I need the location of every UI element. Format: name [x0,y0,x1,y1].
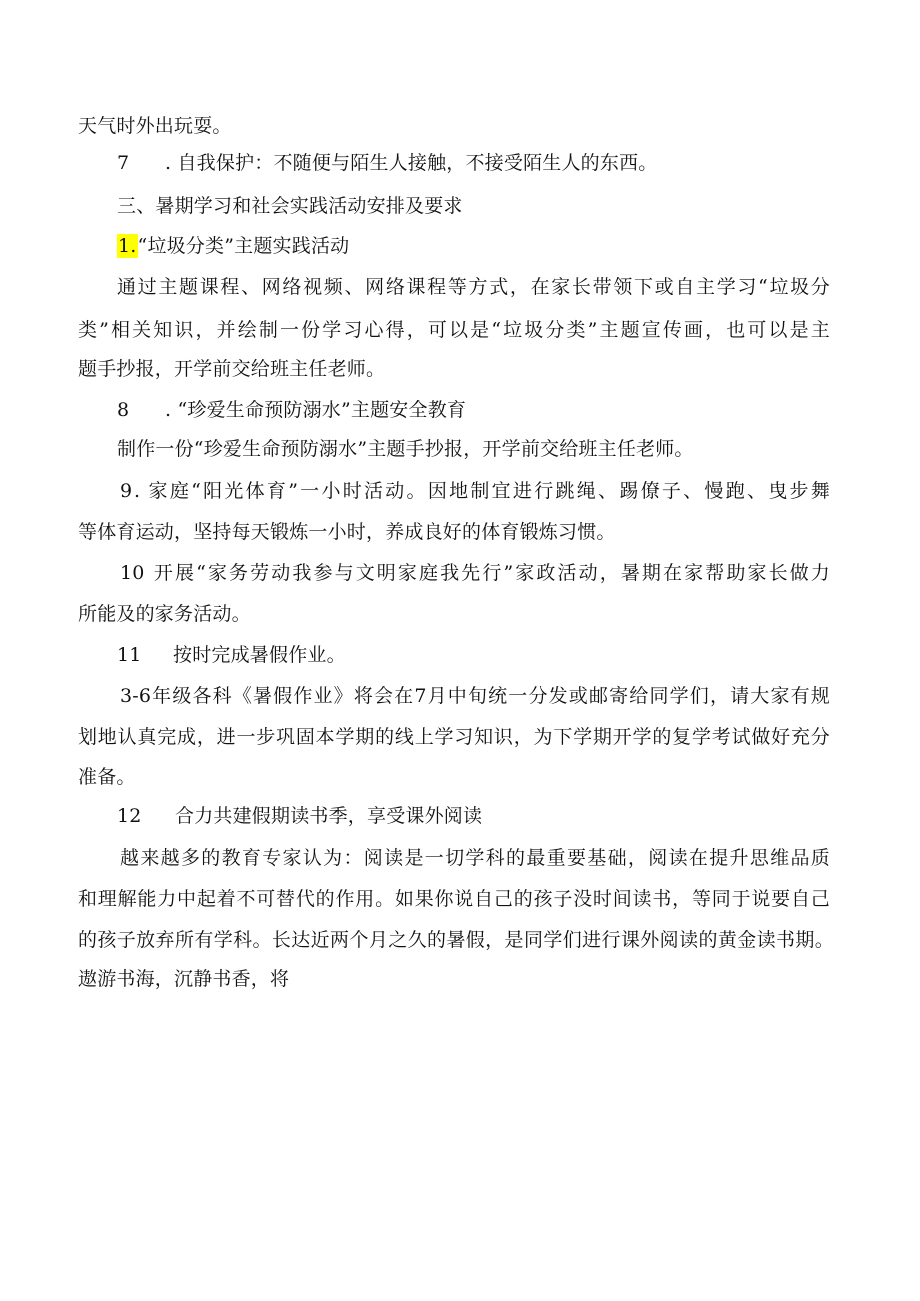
list-item-7 [117,151,657,175]
paragraph-line: 的孩子放弃所有学科。长达近两个月之久的暑假，是同学们进行课外阅读的黄金读书期。 [78,929,834,951]
paragraph-line: 制作一份“珍爱生命预防溺水”主题手抄报，开学前交给班主任老师。 [117,438,694,460]
paragraph-line: 题手抄报，开学前交给班主任老师。 [78,358,386,380]
list-item-11 [117,643,346,667]
paragraph-line: 准备。 [78,766,136,788]
list-item-9 [120,479,830,503]
list-item-text: . “珍爱生命预防溺水”主题安全教育 [165,399,467,421]
list-number: 11 [117,644,142,666]
list-item-10 [120,561,830,585]
list-item-text: 按时完成暑假作业。 [173,644,346,666]
paragraph-line: 所能及的家务活动。 [78,603,251,625]
paragraph-line: 划地认真完成，进一步巩固本学期的线上学习知识，为下学期开学的复学考试做好充分 [78,726,830,748]
paragraph-line: 天气时外出玩耍。 [78,115,232,137]
list-item-12 [117,804,482,828]
list-item-text: . 家庭“阳光体育”一小时活动。因地制宜进行跳绳、踢僚子、慢跑、曳步舞 [134,480,830,502]
paragraph-line: 等体育运动，坚持每天锻炼一小时，养成良好的体育锻炼习惯。 [78,521,616,543]
paragraph-line: 3-6年级各科《暑假作业》将会在7月中旬统一分发或邮寄给同学们，请大家有规 [120,685,830,707]
list-number: 10 [120,562,145,584]
list-number: 9 [120,480,133,502]
list-item-text: 合力共建假期读书季，享受课外阅读 [175,805,483,827]
section-heading: 三、暑期学习和社会实践活动安排及要求 [117,195,463,217]
list-item-text: . 自我保护：不随便与陌生人接触，不接受陌生人的东西。 [165,152,658,174]
paragraph-line: 通过主题课程、网络视频、网络课程等方式，在家长带领下或自主学习“垃圾分 [117,276,830,298]
list-number: 8 [117,399,130,421]
paragraph-line: 类”相关知识，并绘制一份学习心得，可以是“垃圾分类”主题宣传画，也可以是主 [78,319,830,341]
list-item-1 [117,234,349,258]
list-number: 7 [117,152,130,174]
paragraph-line: 越来越多的教育专家认为：阅读是一切学科的最重要基础，阅读在提升思维品质 [120,847,830,869]
paragraph-line: 遨游书海，沉静书香，将 [78,968,290,990]
list-item-text: “垃圾分类”主题实践活动 [137,235,350,257]
list-item-8 [117,398,466,422]
paragraph-line: 和理解能力中起着不可替代的作用。如果你说自己的孩子没时间读书，等同于说要自己 [78,888,830,910]
list-number: 12 [117,805,142,827]
list-item-text: 开展“家务劳动我参与文明家庭我先行”家政活动，暑期在家帮助家长做力 [152,562,830,584]
list-number-highlighted: 1. [118,235,137,257]
